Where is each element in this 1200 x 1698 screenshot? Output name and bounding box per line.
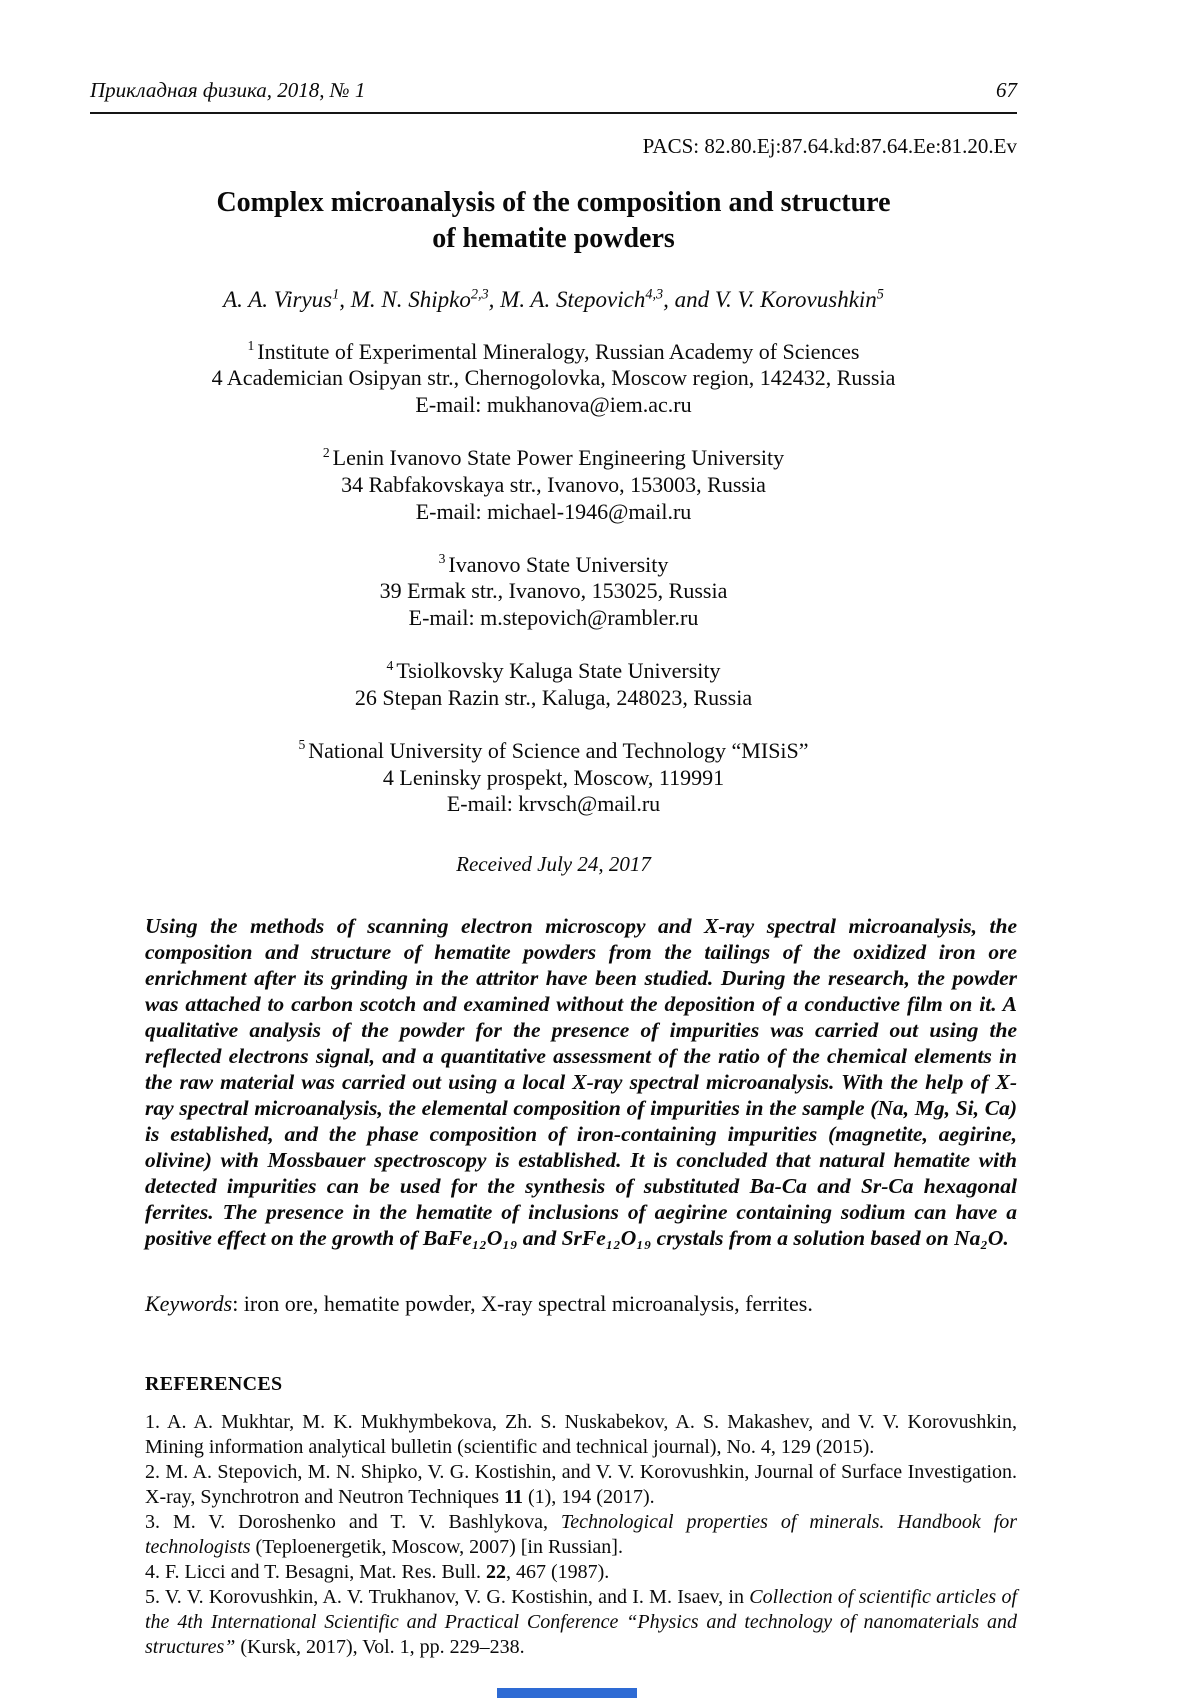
affiliation-line	[90, 658, 1017, 685]
affiliation-name: Tsiolkovsky Kaluga State University	[396, 658, 721, 684]
affiliation-name: National University of Science and Technology “MISiS”	[308, 737, 809, 763]
affiliation-block	[90, 552, 1017, 632]
author-affiliation-mark: 2,3	[470, 286, 489, 302]
keywords-label: Keywords	[145, 1291, 233, 1317]
author-name: , M. N. Shipko	[339, 286, 471, 312]
affiliation-email: E-mail: mukhanova@iem.ac.ru	[415, 392, 692, 418]
reference-book-title: Technological properties of minerals. Handbook for technologists	[145, 1511, 1017, 1559]
affiliation-email: E-mail: m.stepovich@rambler.ru	[408, 605, 699, 631]
reference-text: 4. F. Licci and T. Besagni, Mat. Res. Bull.	[145, 1561, 486, 1584]
affiliation-block	[90, 658, 1017, 712]
reference-item	[145, 1585, 1017, 1660]
received-date: Received July 24, 2017	[456, 852, 651, 877]
affiliation-number: 1	[247, 338, 255, 354]
reference-text: 5. V. V. Korovushkin, A. V. Trukhanov, V. G. Kostishin, and I. M. Isaev, in	[145, 1586, 750, 1609]
references-heading: REFERENCES	[145, 1373, 283, 1396]
author-affiliation-mark: 1	[332, 286, 340, 302]
header-rule	[90, 112, 1017, 114]
affiliation-name: Institute of Experimental Mineralogy, Russian Academy of Sciences	[257, 338, 860, 364]
affiliation-block	[90, 339, 1017, 419]
page-number: 67	[996, 78, 1017, 102]
reference-book-title: Collection of scientific articles of the 4th International Scientific and Practical Conference “Physics and technology of nanomaterials and structures”	[145, 1586, 1017, 1659]
article-title: Complex microanalysis of the composition and structure of hematite powders	[216, 187, 891, 254]
pacs-line: PACS: 82.80.Ej:87.64.kd:87.64.Ee:81.20.Ev	[642, 134, 1017, 158]
affiliation-line	[90, 552, 1017, 579]
reference-text: (Teploenergetik, Moscow, 2007) [in Russian].	[250, 1536, 623, 1559]
reference-item	[145, 1410, 1017, 1460]
author-name: , M. A. Stepovich	[488, 286, 646, 312]
author-name: , and V. V. Korovushkin	[663, 286, 877, 312]
reference-text: 1. A. A. Mukhtar, M. K. Mukhymbekova, Zh. S. Nuskabekov, A. S. Makashev, and V. V. Korovushkin, Mining information analytical bulletin (scientific and technical journal), No. 4, 129 (2015).	[145, 1411, 1017, 1459]
affiliation-block	[90, 738, 1017, 818]
affiliation-line: 4 Leninsky prospekt, Moscow, 119991	[382, 764, 725, 790]
reference-item	[145, 1510, 1017, 1560]
page-header	[90, 78, 1017, 103]
author-affiliation-mark: 5	[876, 286, 884, 302]
affiliation-line	[90, 738, 1017, 765]
affiliation-email: E-mail: krvsch@mail.ru	[446, 791, 661, 817]
affiliation-number: 5	[298, 737, 306, 753]
journal-name: Прикладная физика, 2018, № 1	[90, 78, 366, 102]
affiliation-number: 4	[386, 657, 394, 673]
reference-text: 2. M. A. Stepovich, M. N. Shipko, V. G. Kostishin, and V. V. Korovushkin, Journal of Surface Investigation. X-ray, Synchrotron and Neutron Techniques	[145, 1461, 1017, 1509]
affiliation-line	[90, 339, 1017, 366]
affiliation-email: E-mail: michael-1946@mail.ru	[415, 498, 692, 524]
keywords-line	[145, 1291, 1017, 1317]
affiliation-line	[90, 445, 1017, 472]
affiliation-line: 39 Ermak str., Ivanovo, 153025, Russia	[379, 578, 728, 604]
affiliation-line: 4 Academician Osipyan str., Chernogolovka, Moscow region, 142432, Russia	[211, 365, 896, 391]
reference-item	[145, 1460, 1017, 1510]
abstract-text: Using the methods of scanning electron microscopy and X-ray spectral microanalysis, the composition and structure of hematite powders from the tailings of the oxidized iron ore enrichment after its grinding in the attritor have been studied. During the research, the powder was attached to carbon scotch and examined without the deposition of a conductive film on it. A qualitative analysis of the powder for the presence of impurities was carried out using the reflected electrons signal, and a quantitative assessment of the ratio of the chemical elements in the raw material was carried out using a local X-ray spectral microanalysis. With the help of X-ray spectral microanalysis, the elemental composition of impurities in the sample (Na, Mg, Si, Ca) is established, and the phase composition of iron-containing impurities (magnetite, aegirine, olivine) with Mossbauer spectroscopy is established. It is concluded that natural hematite with detected impurities can be used for the synthesis of substituted Ba-Ca and Sr-Ca hexagonal ferrites. The presence in the hematite of inclusions of aegirine containing sodium can have a positive effect on the growth of BaFe₁₂O₁₉ and SrFe₁₂O₁₉ crystals from a solution based on Na₂O.	[145, 914, 1017, 1251]
reference-item	[145, 1560, 1017, 1585]
affiliation-line: 26 Stepan Razin str., Kaluga, 248023, Russia	[354, 684, 753, 710]
affiliation-number: 2	[322, 444, 330, 460]
affiliation-line: 34 Rabfakovskaya str., Ivanovo, 153003, Russia	[341, 471, 766, 497]
author-name: A. A. Viryus	[223, 286, 333, 312]
keywords-text: : iron ore, hematite powder, X-ray spectral microanalysis, ferrites.	[232, 1291, 813, 1317]
reference-text: (Kursk, 2017), Vol. 1, pp. 229–238.	[235, 1636, 525, 1659]
bottom-blue-bar	[497, 1688, 637, 1698]
reference-volume: 22	[485, 1561, 506, 1584]
reference-text: 3. M. V. Doroshenko and T. V. Bashlykova,	[145, 1511, 561, 1534]
authors-line	[90, 287, 1017, 313]
references-list	[145, 1410, 1017, 1660]
affiliation-name: Lenin Ivanovo State Power Engineering University	[332, 445, 785, 471]
reference-text: (1), 194 (2017).	[522, 1486, 655, 1509]
affiliation-number: 3	[438, 551, 446, 567]
affiliation-name: Ivanovo State University	[448, 551, 669, 577]
affiliation-block	[90, 445, 1017, 525]
author-affiliation-mark: 4,3	[645, 286, 664, 302]
reference-text: , 467 (1987).	[505, 1561, 610, 1584]
reference-volume: 11	[504, 1486, 523, 1509]
